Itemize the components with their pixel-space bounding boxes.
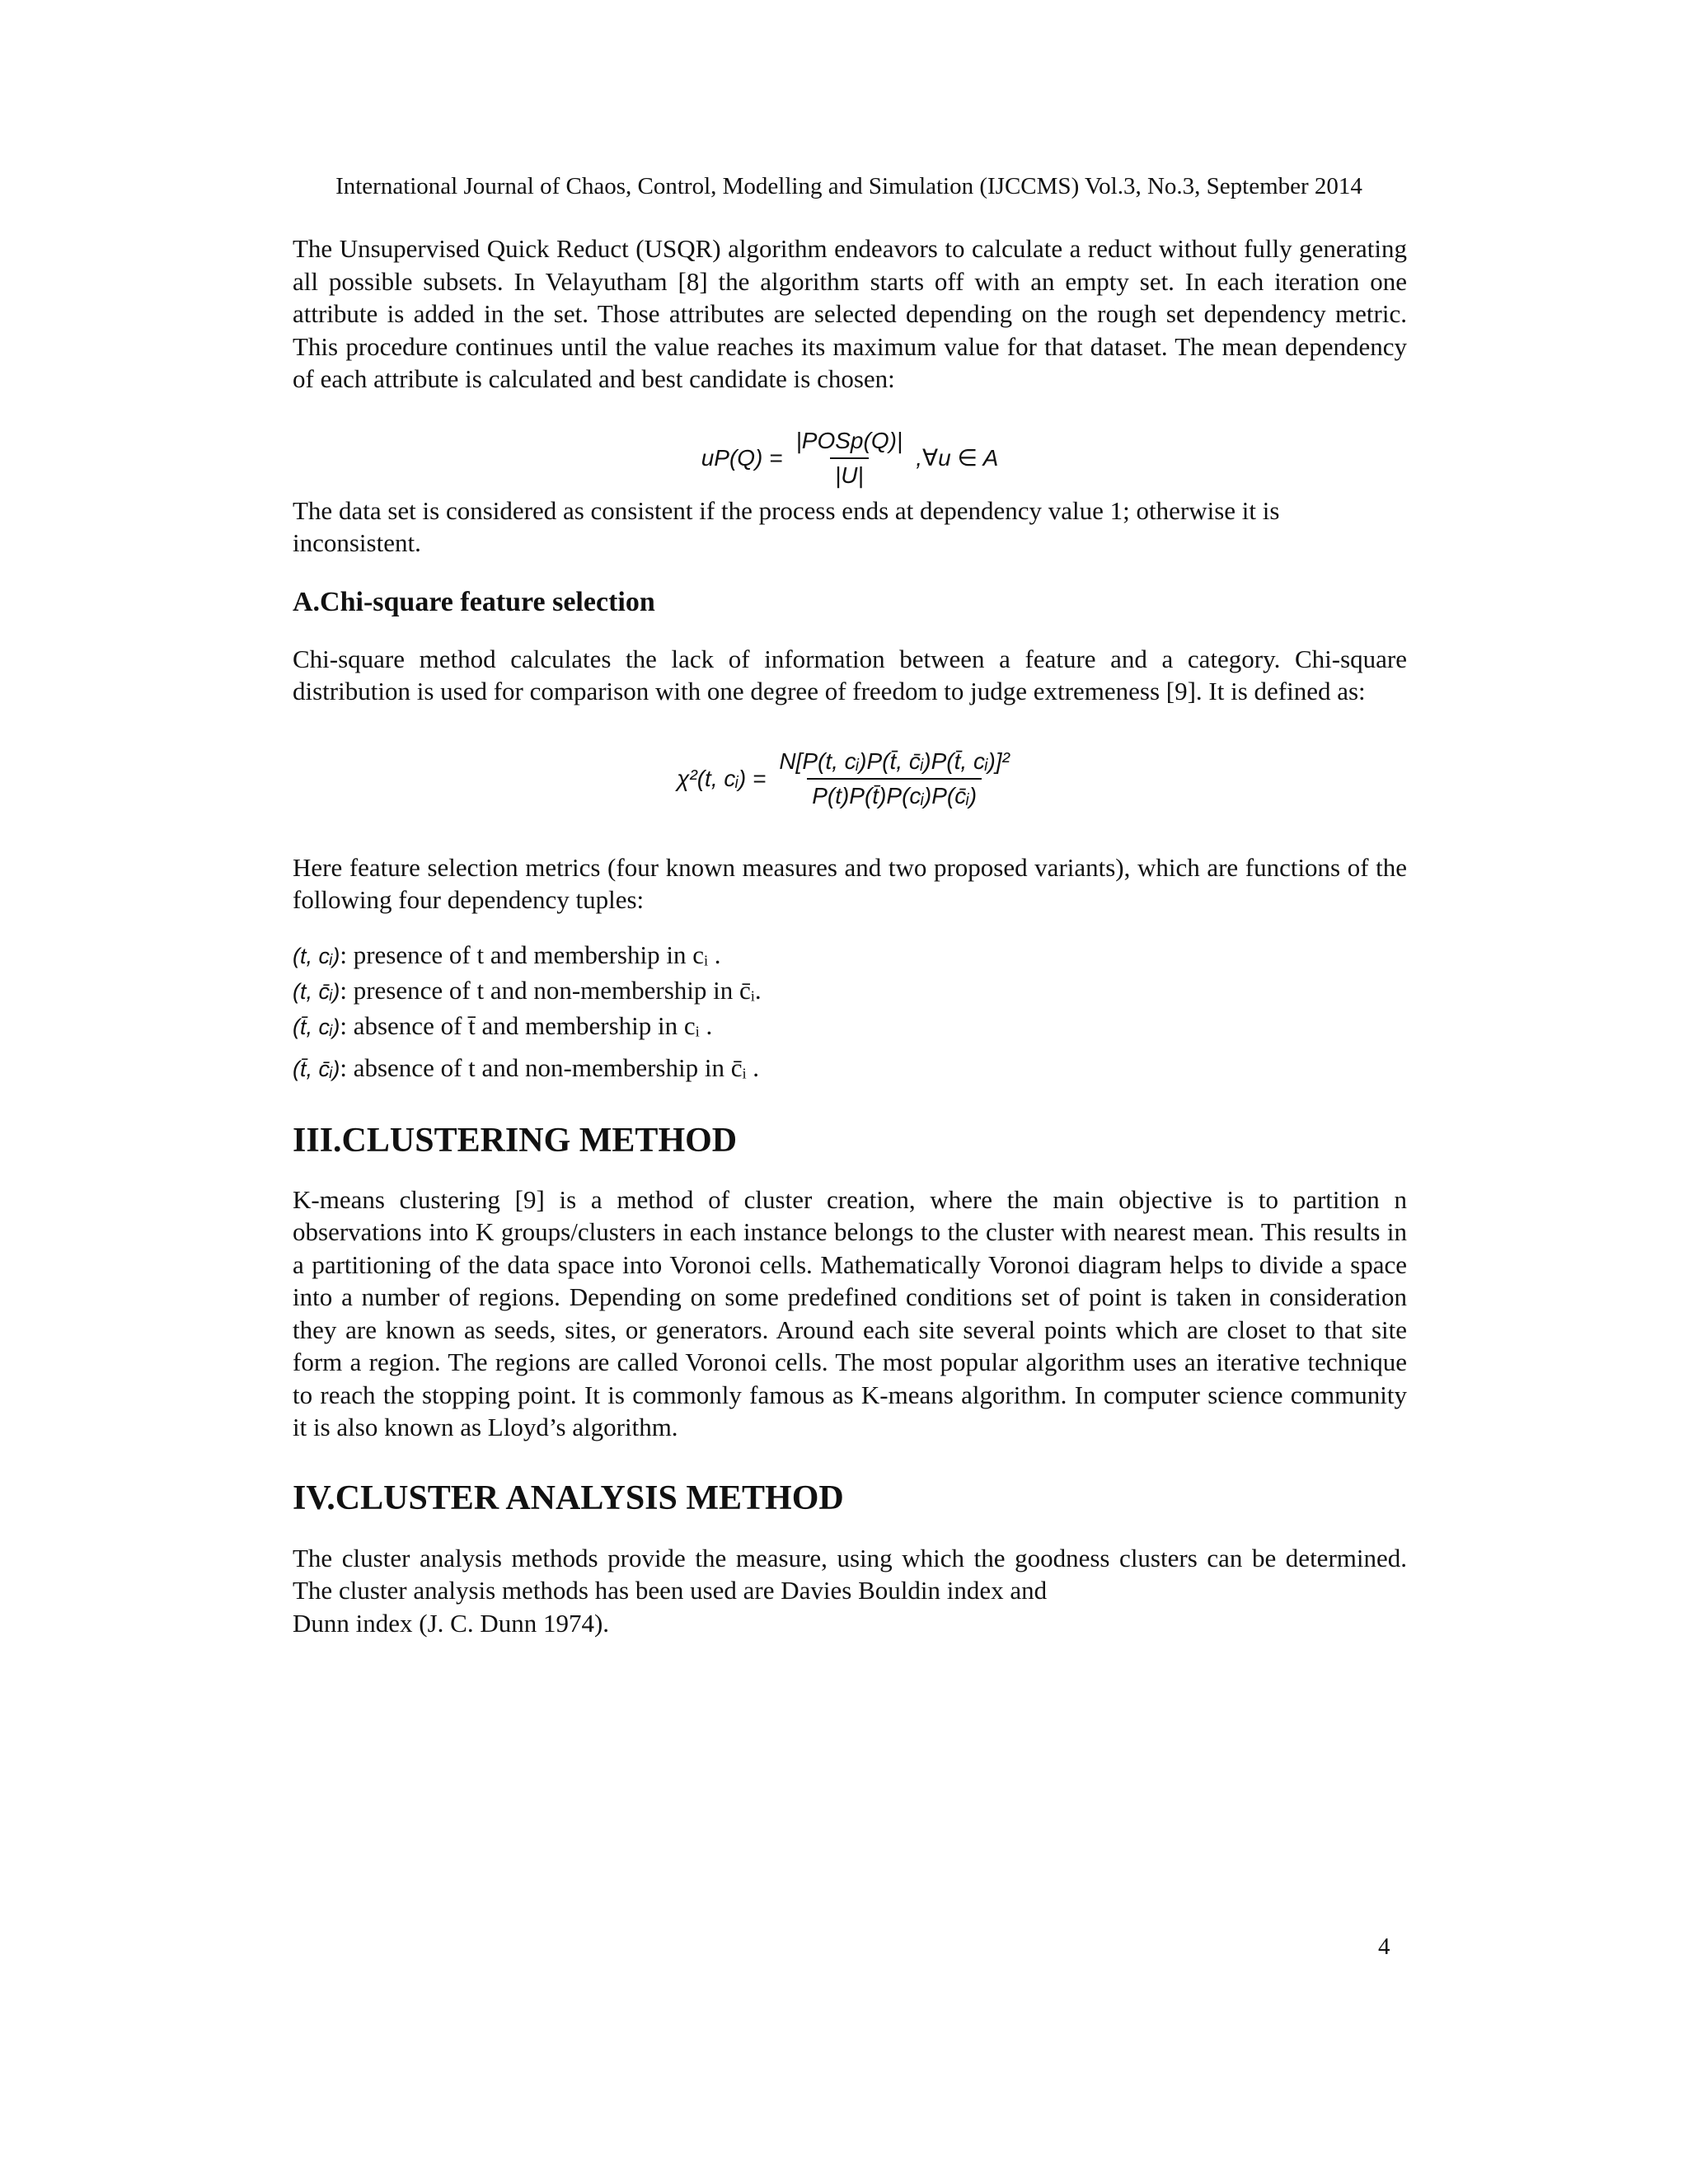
tuple-text: : presence of t and non-membership in c̄ᵢ. xyxy=(340,975,762,1005)
tuple-symbol: (t̄, c̄ᵢ) xyxy=(293,1056,340,1081)
paragraph-consistent: The data set is considered as consistent if the process ends at dependency value 1; otherwise it is inconsistent. xyxy=(293,495,1280,557)
section-heading-clustering: III.CLUSTERING METHOD xyxy=(293,1121,738,1160)
tuple-list xyxy=(293,938,1407,1086)
equation-dependency-numerator: |POSp(Q)| xyxy=(795,427,903,453)
equation-dependency xyxy=(293,422,1407,494)
equation-chi-square xyxy=(293,731,1407,827)
equation-dependency-rhs: ,∀u ∈ A xyxy=(916,445,999,471)
tuple-text: : absence of t̄ and membership in cᵢ . xyxy=(340,1010,713,1040)
paragraph-cluster-analysis: The cluster analysis methods provide the measure, using which the goodness clusters can be determined. The cluster analysis methods has been used are Davies Bouldin index and xyxy=(293,1543,1407,1605)
subsection-heading-chi-square: A.Chi-square feature selection xyxy=(293,586,655,617)
page-content xyxy=(293,232,1407,1639)
paragraph-metrics-intro: Here feature selection metrics (four known measures and two proposed variants), which are functions of the following four dependency tuples: xyxy=(293,852,1407,914)
page-number: 4 xyxy=(1378,1933,1390,1960)
tuple-symbol: (t, c̄ᵢ) xyxy=(293,978,340,1004)
tuple-symbol: (t̄, cᵢ) xyxy=(293,1014,340,1039)
equation-dependency-denominator: |U| xyxy=(830,457,869,489)
tuple-item xyxy=(293,973,1407,1009)
tuple-symbol: (t, cᵢ) xyxy=(293,943,340,968)
equation-chi-square-lhs: χ²(t, cᵢ) = xyxy=(677,765,767,791)
equation-chi-square-numerator: N[P(t, cᵢ)P(t̄, c̄ᵢ)P(t̄, cᵢ)]² xyxy=(779,748,1010,774)
section-heading-cluster-analysis: IV.CLUSTER ANALYSIS METHOD xyxy=(293,1479,844,1517)
paragraph-cluster-analysis-last-line: Dunn index (J. C. Dunn 1974). xyxy=(293,1608,610,1638)
tuple-text: : absence of t and non-membership in c̄ᵢ . xyxy=(340,1052,760,1082)
paragraph-kmeans: K-means clustering [9] is a method of cluster creation, where the main objective is to partition n observations into K groups/clusters in each instance belongs to the cluster with nearest mean. This results in a partitioning of the data space into Voronoi cells. Mathematically Voronoi diagram helps to divide a space into a number of regions. Depending on some predefined conditions set of point is taken in consideration they are known as seeds, sites, or generators. Around each site several points which are closet to that site form a region. The regions are called Voronoi cells. The most popular algorithm uses an iterative technique to reach the stopping point. It is commonly famous as K-means algorithm. In computer science community it is also known as Lloyd’s algorithm. xyxy=(293,1184,1407,1441)
tuple-item xyxy=(293,1051,1407,1086)
running-header: International Journal of Chaos, Control, Modelling and Simulation (IJCCMS) Vol.3, No.3, September 2014 xyxy=(335,173,1362,199)
equation-dependency-lhs: uP(Q) = xyxy=(701,444,783,471)
paragraph-chi-intro: Chi-square method calculates the lack of information between a feature and a category. Chi-square distribution is used for comparison with one degree of freedom to judge extremeness [9]. It is defined as: xyxy=(293,644,1407,705)
tuple-text: : presence of t and membership in cᵢ . xyxy=(340,940,721,969)
tuple-item xyxy=(293,938,1407,973)
tuple-item xyxy=(293,1009,1407,1044)
equation-chi-square-fraction xyxy=(774,748,1015,809)
paragraph-usqr: The Unsupervised Quick Reduct (USQR) algorithm endeavors to calculate a reduct without fully generating all possible subsets. In Velayutham [8] the algorithm starts off with an empty set. In each iteration one attribute is added in the set. Those attributes are selected depending on the rough set dependency metric. This procedure continues until the value reaches its maximum value for that dataset. The mean dependency of each attribute is calculated and best candidate is chosen: xyxy=(293,234,1407,393)
equation-chi-square-denominator: P(t)P(t̄)P(cᵢ)P(c̄ᵢ) xyxy=(807,778,982,809)
equation-dependency-fraction xyxy=(791,428,908,489)
